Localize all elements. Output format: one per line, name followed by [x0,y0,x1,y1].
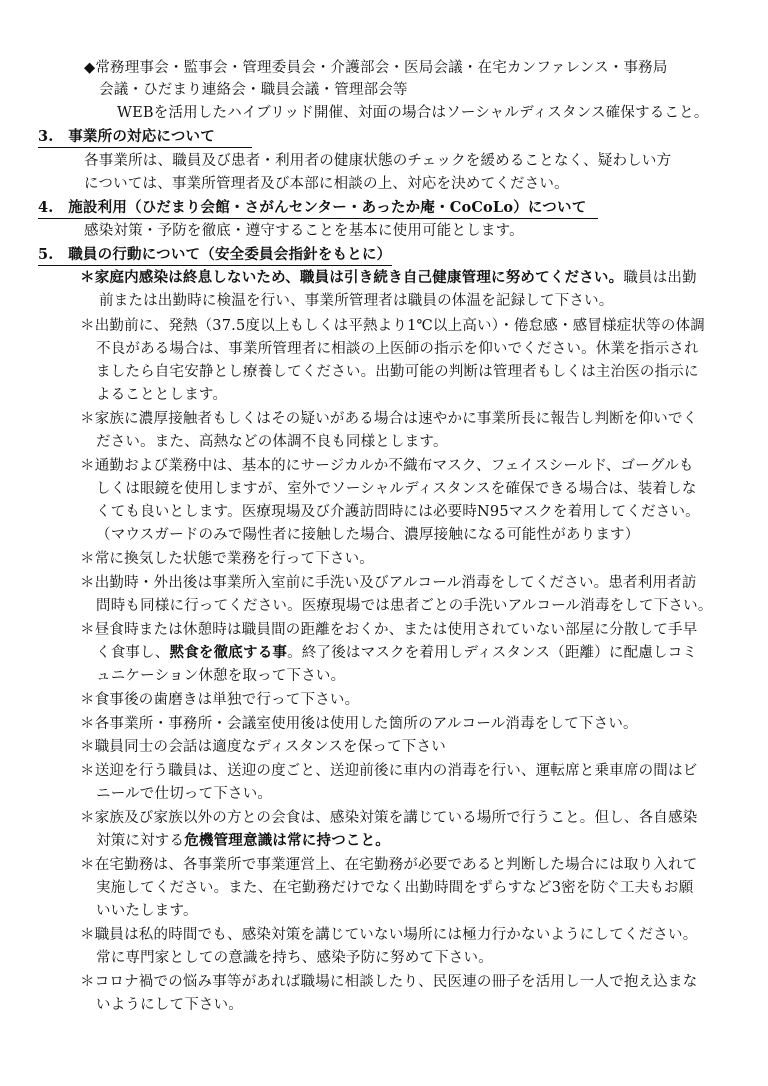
rule-line: しくは眼鏡を使用しますが、室外でソーシャルディスタンスを確保できる場合は、装着しな [96,481,697,497]
rule-line: 実施してください。また、在宅勤務だけでなく出勤時間をずらすなど3密を防ぐ工夫もお願 [96,880,694,896]
section-body-line: については、事業所管理者及び本部に相談の上、対応を決めてください。 [84,176,569,192]
rule-line: ュニケーション休憩を取って下さい。 [96,668,346,684]
rule-line: ＊食事後の歯磨きは単独で行って下さい。 [80,692,360,708]
rule-emphasis: 危機管理意識は常に持つこと。 [184,832,391,849]
rule-line: 不良がある場合は、事業所管理者に相談の上医師の指示を仰いでください。休業を指示され [96,341,699,357]
rule-line: ＊昼食時または休憩時は職員間の距離をおくか、または使用されていない部屋に分散して手早 [80,622,698,638]
rule-line: ＊各事業所・事務所・会議室使用後は使用した箇所のアルコール消毒をして下さい。 [80,716,638,732]
rule-line: よることとします。 [96,387,228,403]
rule-line: ＊出勤前に、発熱（37.5度以上もしくは平熱より1℃以上高い）・倦怠感・感冒様症状等の体調 [80,318,705,334]
heading-underline [38,218,598,219]
rule-emphasis: ＊家庭内感染は終息しないため、職員は引き続き自己健康管理に努めてください。 [80,269,624,286]
rule-line: ＊家族及び家族以外の方との会食は、感染対策を講じている場所で行うこと。但し、各自感染 [80,810,698,826]
rule-line: くても良いとします。医療現場及び介護訪問時には必要時N95マスクを着用してください。 [96,504,700,520]
rule-line: ださい。また、高熱などの体調不良も同様とします。 [96,434,448,450]
rule-line: ＊職員は私的時間でも、感染対策を講じていない場所には極力行かないようにしてください。 [80,927,698,943]
rule-line: （マウスガードのみで陽性者に接触した場合、濃厚接触になる可能性があります） [96,527,640,543]
heading-underline [38,265,392,266]
rule-line: く食事し、黙食を徹底する事。終了後はマスクを着用しディスタンス（距離）に配慮しコミ [96,644,698,661]
rule-line: 問時も同様に行ってください。医療現場では患者ごとの手洗いアルコール消毒をして下さい。 [96,598,713,614]
rule-line: 常に専門家としての意識を持ち、感染予防に努めて下さい。 [96,950,493,966]
rule-line: 前または出勤時に検温を行い、事業所管理者は職員の体温を記録して下さい。 [99,293,614,309]
heading-underline [38,147,252,148]
rule-line: ＊在宅勤務は、各事業所で事業運営上、在宅勤務が必要であると判断した場合には取り入れて [80,857,698,873]
meetings-list-line: 会議・ひだまり連絡会・職員会議・管理部会等 [99,82,408,98]
rule-line: ＊送迎を行う職員は、送迎の度ごと、送迎前後に車内の消毒を行い、運転席と乗車席の間はビ [80,763,698,779]
rule-line: ＊出勤時・外出後は事業所入室前に手洗い及びアルコール消毒をしてください。患者利用者訪 [80,575,697,591]
section-body-line: 各事業所は、職員及び患者・利用者の健康状態のチェックを緩めることなく、疑わしい方 [84,153,672,169]
rule-line: ニールで仕切って下さい。 [96,786,273,802]
rule-line: ＊常に換気した状態で業務を行って下さい。 [80,551,374,567]
meetings-note: WEBを活用したハイブリッド開催、対面の場合はソーシャルディスタンス確保すること。 [117,105,709,121]
rule-line: ＊通勤および業務中は、基本的にサージカルか不織布マスク、フェイスシールド、ゴーグルも [80,458,694,474]
rule-line: いいたします。 [96,903,198,919]
rule-line: いようにして下さい。 [96,997,243,1013]
rule-line: ＊コロナ禍での悩み事等があれば職場に相談したり、民医連の冊子を活用し一人で抱え込まな [80,974,698,990]
rule-line: 対策に対する危機管理意識は常に持つこと。 [96,832,391,849]
section-heading-4: 4. 施設利用（ひだまり会館・さがんセンター・あったか庵・CoCoLo）について [38,199,587,216]
section-heading-5: 5. 職員の行動について（安全委員会指針をもとに） [38,246,392,263]
rule-emphasis: 黙食を徹底する事 [169,644,288,661]
rule-line: ＊家族に濃厚接触者もしくはその疑いがある場合は速やかに事業所長に報告し判断を仰いでく [80,411,698,427]
section-heading-3: 3. 事業所の対応について [38,128,215,145]
rule-line: ＊職員同士の会話は適度なディスタンスを保って下さい [80,739,446,755]
rule-line: ましたら自宅安静とし療養してください。出勤可能の判断は管理者もしくは主治医の指示に [96,364,699,380]
section-body-line: 感染対策・予防を徹底・遵守することを基本に使用可能とします。 [84,223,524,239]
rule-line: ＊家庭内感染は終息しないため、職員は引き続き自己健康管理に努めてください。職員は出勤 [80,269,697,286]
meetings-list-line: ◆常務理事会・監事会・管理委員会・介護部会・医局会議・在宅カンファレンス・事務局 [84,60,668,76]
